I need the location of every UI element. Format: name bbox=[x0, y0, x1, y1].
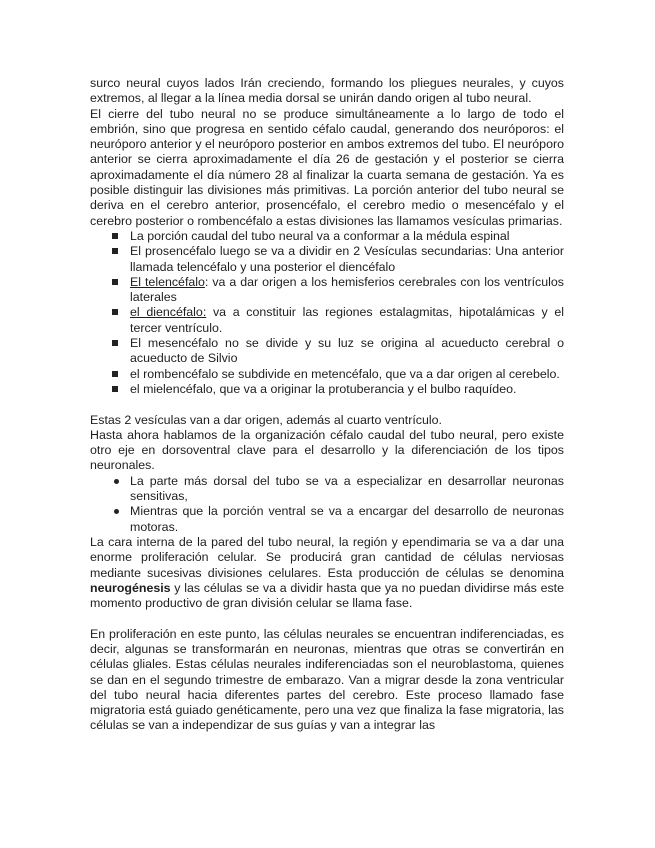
square-bullet-list bbox=[90, 229, 564, 397]
list-item: El telencéfalo: va a dar origen a los hemisferios cerebrales con los ventrículos laterales bbox=[90, 275, 564, 306]
document-body bbox=[90, 76, 564, 734]
list-item: el rombencéfalo se subdivide en metencéfalo, que va a dar origen al cerebelo. bbox=[90, 367, 564, 382]
underlined-term: El telencéfalo bbox=[130, 274, 205, 289]
round-bullet-icon bbox=[114, 479, 119, 484]
paragraph-4: Hasta ahora hablamos de la organización céfalo caudal del tubo neural, pero existe otro eje en dorsoventral clave para el desarrollo y la diferenciación de los tipos neuronales. bbox=[90, 427, 564, 473]
list-item: el diencéfalo: va a constituir las regiones estalagmitas, hipotalámicas y el tercer ventrículo. bbox=[90, 305, 564, 336]
list-item: Mientras que la porción ventral se va a encargar del desarrollo de neuronas motoras. bbox=[90, 504, 564, 535]
list-item: La parte más dorsal del tubo se va a especializar en desarrollar neuronas sensitivas, bbox=[90, 474, 564, 505]
list-item: el mielencéfalo, que va a originar la protuberancia y el bulbo raquídeo. bbox=[90, 382, 564, 397]
list-item: La porción caudal del tubo neural va a conformar a la médula espinal bbox=[90, 229, 564, 244]
paragraph-3: Estas 2 vesículas van a dar origen, además al cuarto ventrículo. bbox=[90, 412, 442, 427]
paragraph-5: La cara interna de la pared del tubo neural, la región y ependimaria se va a dar una enorme proliferación celular. Se producirá gran cantidad de células nerviosas mediante sucesivas divisiones celulares. Esta producción de células se denomina neurogénesis y las células se va a dividir hasta que ya no puedan dividirse más este momento productivo de gran división celular se llama fase. bbox=[90, 534, 564, 611]
square-bullet-icon bbox=[112, 340, 118, 346]
round-bullet-icon bbox=[114, 509, 119, 514]
paragraph-2: El cierre del tubo neural no se produce simultáneamente a lo largo de todo el embrión, sino que progresa en sentido céfalo caudal, generando dos neuróporos: el neuróporo anterior y el neuróporo posterior en ambos extremos del tubo. El neuróporo anterior se cierra aproximadamente el día 26 de gestación y el posterior se cierra aproximadamente el día número 28 al finalizar la cuarta semana de gestación. Ya es posible distinguir las divisiones más primitivas. La porción anterior del tubo neural se deriva en el cerebro anterior, prosencéfalo, el cerebro medio o mesencéfalo y el cerebro posterior o rombencéfalo a estas divisiones las llamamos vesículas primarias. bbox=[90, 106, 564, 228]
square-bullet-icon bbox=[112, 371, 118, 377]
list-item: El mesencéfalo no se divide y su luz se origina al acueducto cerebral o acueducto de Silvio bbox=[90, 336, 564, 367]
list-item: El prosencéfalo luego se va a dividir en 2 Vesículas secundarias: Una anterior llamada telencéfalo y una posterior el diencéfalo bbox=[90, 244, 564, 275]
round-bullet-list bbox=[90, 474, 564, 535]
bold-term: neurogénesis bbox=[90, 580, 171, 595]
square-bullet-icon bbox=[112, 309, 118, 315]
square-bullet-icon bbox=[112, 386, 118, 392]
square-bullet-icon bbox=[112, 248, 118, 254]
paragraph-6: En proliferación en este punto, las células neurales se encuentran indiferenciadas, es decir, algunas se transformarán en neuronas, mientras que otras se convertirán en células gliales. Estas células neurales indiferenciadas son el neuroblastoma, quienes se dan en el segundo trimestre de embarazo. Van a migrar desde la zona ventricular del tubo neural hacia diferentes partes del cerebro. Este proceso llamado fase migratoria está guiado genéticamente, pero una vez que finaliza la fase migratoria, las células se van a independizar de sus guías y van a integrar las bbox=[90, 626, 564, 733]
underlined-term: el diencéfalo: bbox=[130, 305, 207, 320]
square-bullet-icon bbox=[112, 279, 118, 285]
paragraph-1: surco neural cuyos lados Irán creciendo, formando los pliegues neurales, y cuyos extremos, al llegar a la línea media dorsal se unirán dando origen al tubo neural. bbox=[90, 76, 564, 106]
square-bullet-icon bbox=[112, 233, 118, 239]
